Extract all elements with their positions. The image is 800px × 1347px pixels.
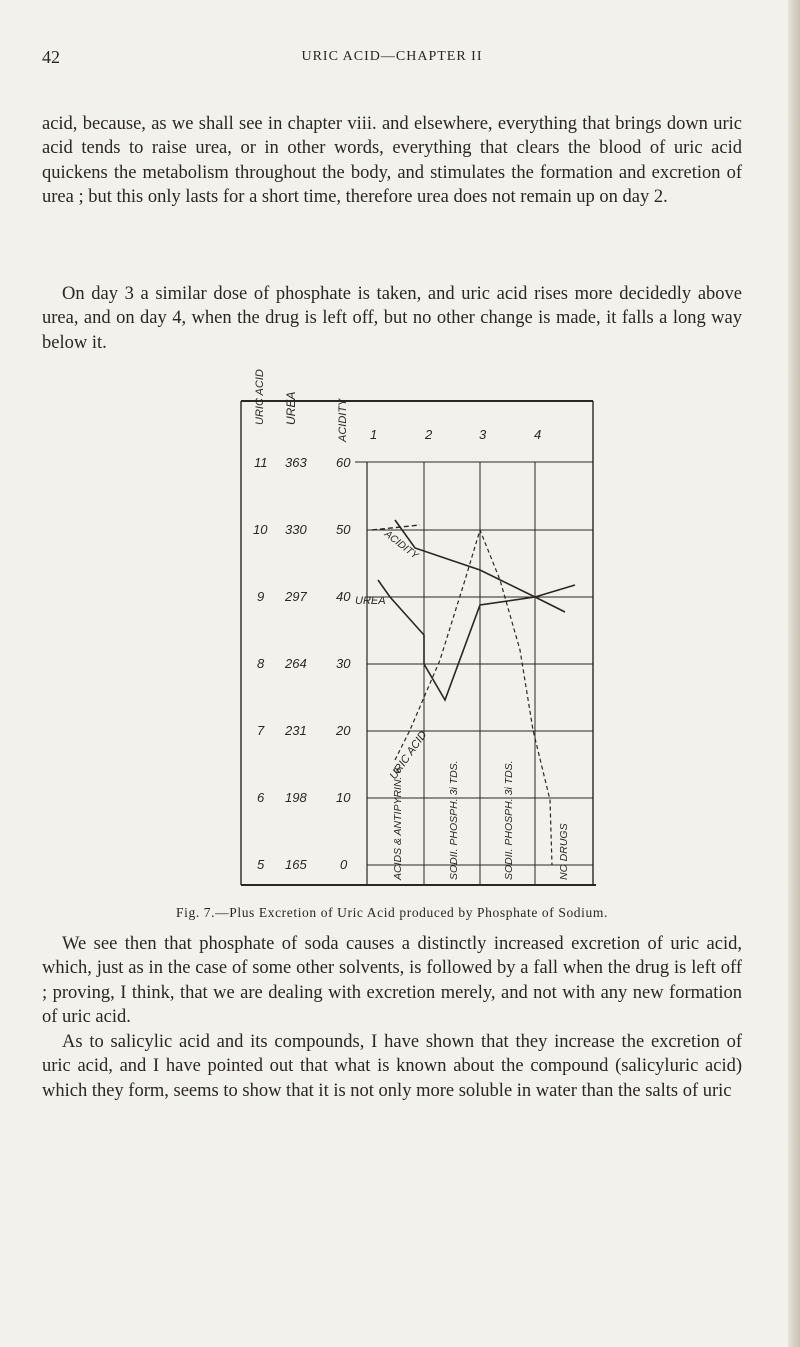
treatment-label: NO DRUGS: [558, 823, 570, 880]
uric-acid-scale-value: 6: [257, 790, 265, 805]
acidity-scale-value: 0: [340, 857, 348, 872]
urea-line: [378, 580, 575, 700]
paragraph: acid, because, as we shall see in chapter viii. and elsewhere, everything that brings down uric acid tends to raise urea, or in other words, everything that clears the blood of uric acid quickens the metabolism throughout the body, and stimulates the formation and excretion of urea ; but this only lasts for a short time, therefore urea does not remain up on day 2.: [42, 114, 742, 207]
urea-scale-value: 330: [285, 522, 307, 537]
urea-scale-value: 198: [285, 790, 307, 805]
treatment-label: SODII. PHOSPH. 3i TDS.: [448, 760, 460, 880]
acidity-scale-value: 30: [336, 656, 351, 671]
acidity-scale-value: 20: [336, 723, 351, 738]
header-urea: UREA: [284, 391, 298, 425]
uric-acid-scale-value: 11: [254, 455, 268, 470]
uric-acid-line-label: URIC ACID: [387, 729, 430, 782]
day-label: 1: [370, 427, 378, 442]
header-uric-acid: URIC ACID: [254, 369, 266, 425]
treatment-label: SODII. PHOSPH. 3i TDS.: [503, 760, 515, 880]
urea-scale-value: 363: [285, 455, 307, 470]
paragraph: As to salicylic acid and its compounds, I have shown that they increase the excretion of uric acid, and I have pointed out that what is known about the compound (salicyluric acid) which they form, seems to show that it is not only more soluble in water than the salts of uric: [42, 1032, 742, 1101]
acidity-scale-value: 10: [336, 790, 351, 805]
uric-acid-scale-value: 10: [253, 522, 268, 537]
urea-scale-value: 231: [285, 723, 307, 738]
acidity-line: [395, 530, 552, 865]
acidity-line: [372, 525, 420, 530]
treatment-label: ACIDS & ANTIPYRIN. 6: [392, 767, 404, 880]
uric-acid-scale-value: 5: [257, 857, 265, 872]
day-label: 2: [425, 427, 433, 442]
acidity-scale-value: 60: [336, 455, 351, 470]
uric-acid-scale-value: 7: [257, 723, 265, 738]
running-head: URIC ACID—CHAPTER II: [301, 49, 483, 64]
urea-line-label: UREA: [355, 595, 386, 607]
acidity-scale-value: 40: [336, 589, 351, 604]
paragraph: On day 3 a similar dose of phosphate is taken, and uric acid rises more decidedly above urea, and on day 4, when the drug is left off, but no other change is made, it falls a long way below it.: [42, 284, 742, 353]
header-acidity: ACIDITY: [337, 398, 349, 442]
acidity-line-label: ACIDITY: [382, 528, 421, 562]
page-number: 42: [42, 47, 60, 67]
uric-acid-scale-value: 8: [257, 656, 265, 671]
acidity-scale-value: 50: [336, 522, 351, 537]
paragraph: We see then that phosphate of soda causes a distinctly increased excretion of uric acid, which, just as in the case of some other solvents, is followed by a fall when the drug is left off ; proving, I think, that we are dealing with excretion merely, and not with any new formation of uric acid.: [42, 934, 742, 1027]
urea-scale-value: 165: [285, 857, 307, 872]
day-label: 4: [534, 427, 542, 442]
day-label: 3: [479, 427, 487, 442]
urea-scale-value: 264: [285, 656, 307, 671]
urea-scale-value: 297: [285, 589, 307, 604]
uric-acid-scale-value: 9: [257, 589, 265, 604]
figure-caption: Fig. 7.—Plus Excretion of Uric Acid produced by Phosphate of Sodium.: [176, 905, 608, 920]
